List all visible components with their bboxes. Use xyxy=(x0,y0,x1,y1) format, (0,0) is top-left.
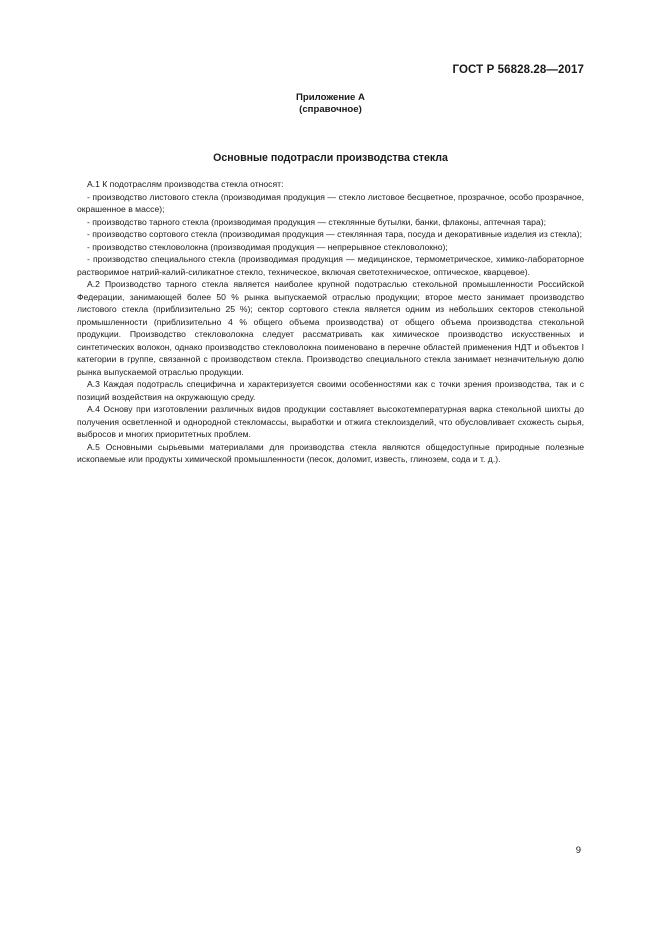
list-item-tableware-glass: - производство сортового стекла (производимая продукция — стеклянная тара, посуда и декоративные изделия из стекла); xyxy=(87,229,582,239)
list-item-glass-fiber: - производство стекловолокна (производимая продукция — непрерывное стекловолокно); xyxy=(87,241,448,252)
list-item-container-glass: - производство тарного стекла (производимая продукция — стеклянные бутылки, банки, флаконы, аптечная тара); xyxy=(87,216,546,227)
appendix-title: Приложение А xyxy=(296,92,365,103)
paragraph-a1: А.1 К подотраслям производства стекла относят: xyxy=(87,179,284,189)
paragraph-a5: А.5 Основными сырьевыми материалами для производства стекла являются общедоступные природные полезные ископаемые или продукты химической промышленности (песок, доломит, известь, глинозем, сода и т. д.). xyxy=(77,441,584,464)
paragraph-a4: А.4 Основу при изготовлении различных видов продукции составляет высокотемпературная варка стекольной шихты до получения осветленной и однородной стекломассы, выработки и отжига стеклоизделий, что обусловливает схожесть сырья, выбросов и многих приоритетных проблем. xyxy=(77,404,584,439)
body-text xyxy=(77,178,584,466)
paragraph-a3: А.3 Каждая подотрасль специфична и характеризуется своими особенностями как с точки зрения производства, так и с позиций воздействия на окружающую среду. xyxy=(77,379,584,402)
list-item-special-glass: - производство специального стекла (производимая продукция — медицинское, термометрическое, химико-лабораторное растворимое натрий-калий-силикатное стекло, техническое, включая светотехническое, оптическое, кварцевое). xyxy=(77,254,584,277)
appendix-heading xyxy=(0,92,661,116)
section-title: Основные подотрасли производства стекла xyxy=(213,152,448,164)
paragraph-a2: А.2 Производство тарного стекла является наиболее крупной подотраслью стекольной промышленности Российской Федерации, занимающей более 50 % рынка выпускаемой отраслью продукции; второе место занимает производство листового стекла (приблизительно 25 %); сектор сортового стекла является одним из небольших секторов стекольной промышленности (приблизительно 4 % общего объема производства) от общего объема производства стекольной продукции. Производство стекловолокна следует рассматривать как химическое производство искусственных и синтетических волокон, однако производство стекловолокна поименовано в перечне областей применения НДТ и объектов I категории в группе, связанной с производством стекла. Производство специального стекла занимает незначительную долю рынка выпускаемой отраслью продукции. xyxy=(77,279,584,377)
page-number: 9 xyxy=(575,845,581,856)
list-item-sheet-glass: - производство листового стекла (производимая продукция — стекло листовое бесцветное, прозрачное, особо прозрачное, окрашенное в массе); xyxy=(77,191,584,214)
appendix-subtitle: (справочное) xyxy=(299,104,362,115)
document-id: ГОСТ Р 56828.28—2017 xyxy=(452,64,584,76)
